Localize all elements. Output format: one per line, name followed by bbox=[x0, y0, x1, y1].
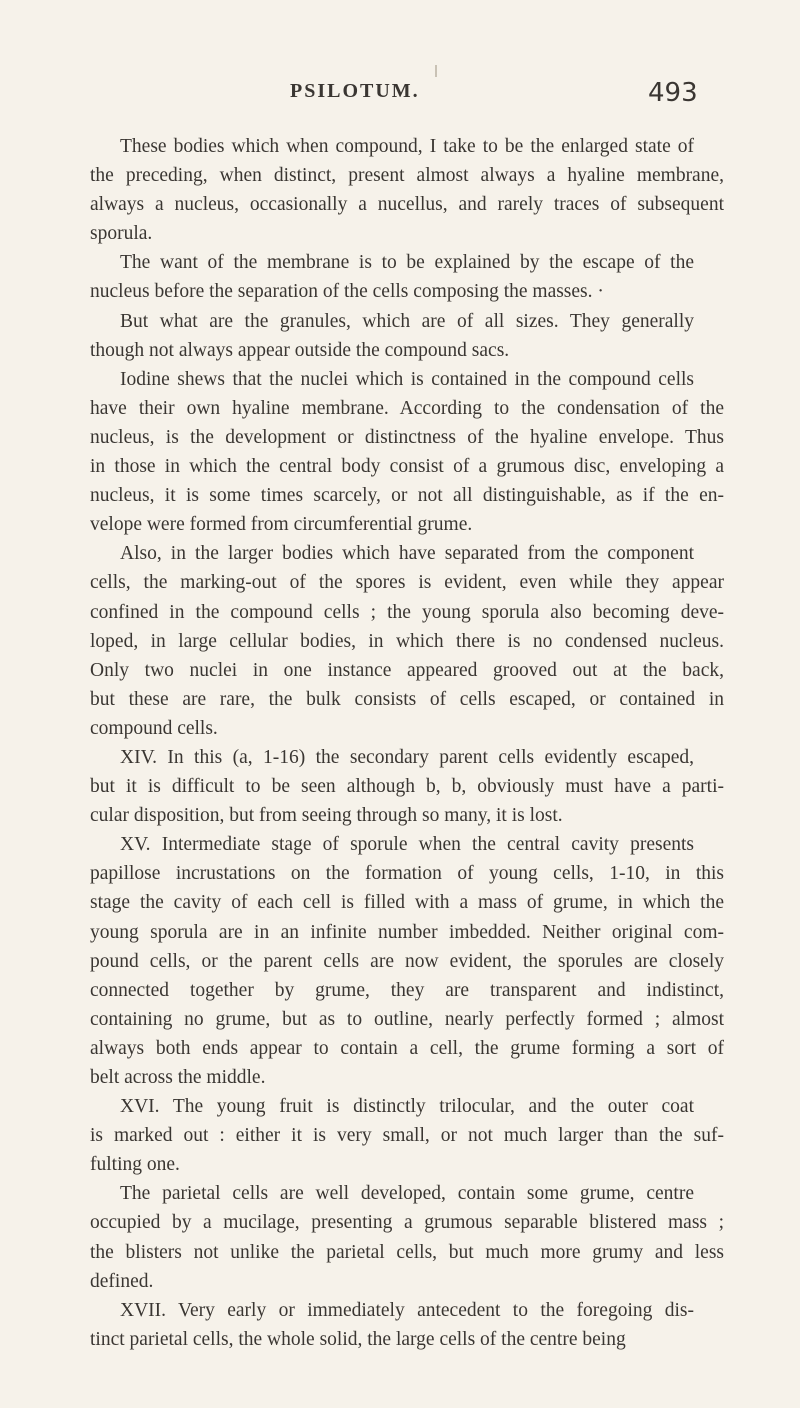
paragraph bbox=[90, 743, 724, 830]
text-line: stage the cavity of each cell is filled with a mass of grume, in which the bbox=[90, 892, 724, 914]
paragraph bbox=[90, 539, 724, 743]
text-line: but these are rare, the bulk consists of cells escaped, or contained in bbox=[90, 688, 724, 710]
text-line: cular disposition, but from seeing through so many, it is lost. bbox=[90, 805, 563, 827]
text-line: XV. Intermediate stage of sporule when the central cavity presents bbox=[120, 834, 694, 856]
text-line: fulting one. bbox=[90, 1154, 180, 1176]
body-text bbox=[90, 132, 724, 1354]
text-line: Also, in the larger bodies which have separated from the component bbox=[120, 543, 694, 565]
text-line: Iodine shews that the nuclei which is contained in the compound cells bbox=[120, 368, 694, 390]
text-line: nucleus before the separation of the cells composing the masses. · bbox=[90, 281, 604, 303]
text-line: XIV. In this (a, 1-16) the secondary parent cells evidently escaped, bbox=[120, 746, 694, 768]
paragraph bbox=[90, 830, 724, 1092]
print-mark bbox=[435, 65, 437, 77]
text-line: velope were formed from circumferential grume. bbox=[90, 514, 473, 536]
text-line: confined in the compound cells ; the young sporula also becoming deve- bbox=[90, 601, 724, 623]
paragraph bbox=[90, 307, 724, 365]
paragraph bbox=[90, 1092, 724, 1179]
text-line: cells, the marking-out of the spores is evident, even while they appear bbox=[90, 572, 724, 594]
text-line: Only two nuclei in one instance appeared grooved out at the back, bbox=[90, 659, 724, 681]
text-line: XVI. The young fruit is distinctly trilocular, and the outer coat bbox=[120, 1096, 694, 1118]
text-line: young sporula are in an infinite number imbedded. Neither original com- bbox=[90, 921, 724, 943]
paragraph bbox=[90, 1296, 724, 1354]
running-title: PSILOTUM. bbox=[290, 80, 420, 102]
text-line: papillose incrustations on the formation of young cells, 1-10, in this bbox=[90, 863, 724, 885]
text-line: always both ends appear to contain a cell, the grume forming a sort of bbox=[90, 1037, 724, 1059]
text-line: in those in which the central body consist of a grumous disc, enveloping a bbox=[90, 456, 724, 478]
text-line: though not always appear outside the compound sacs. bbox=[90, 339, 510, 361]
text-line: the preceding, when distinct, present almost always a hyaline membrane, bbox=[90, 165, 724, 187]
text-line: the blisters not unlike the parietal cells, but much more grumy and less bbox=[90, 1241, 724, 1263]
paragraph bbox=[90, 132, 724, 248]
text-line: These bodies which when compound, I take to be the enlarged state of bbox=[120, 136, 694, 157]
text-line: containing no grume, but as to outline, nearly perfectly formed ; almost bbox=[90, 1008, 724, 1030]
text-line: XVII. Very early or immediately antecedent to the foregoing dis- bbox=[120, 1299, 694, 1321]
text-line: nucleus, it is some times scarcely, or not all distinguishable, as if the en- bbox=[90, 485, 724, 507]
text-line: sporula. bbox=[90, 223, 153, 245]
paragraph bbox=[90, 1179, 724, 1295]
text-line: But what are the granules, which are of all sizes. They generally bbox=[120, 310, 694, 332]
text-line: is marked out : either it is very small, or not much larger than the suf- bbox=[90, 1125, 724, 1147]
paragraph bbox=[90, 365, 724, 540]
text-line: always a nucleus, occasionally a nucellus, and rarely traces of subsequent bbox=[90, 194, 724, 216]
text-line: have their own hyaline membrane. According to the condensation of the bbox=[90, 397, 724, 419]
text-line: pound cells, or the parent cells are now evident, the sporules are closely bbox=[90, 950, 724, 972]
running-head bbox=[0, 80, 800, 110]
page-number: 493 bbox=[648, 78, 698, 108]
text-line: loped, in large cellular bodies, in which there is no condensed nucleus. bbox=[90, 630, 724, 652]
text-line: tinct parietal cells, the whole solid, the large cells of the centre being bbox=[90, 1328, 626, 1350]
text-line: defined. bbox=[90, 1270, 154, 1292]
text-line: belt across the middle. bbox=[90, 1067, 266, 1088]
text-line: The want of the membrane is to be explained by the escape of the bbox=[120, 252, 694, 274]
text-line: nucleus, is the development or distinctness of the hyaline envelope. Thus bbox=[90, 426, 724, 448]
text-line: The parietal cells are well developed, contain some grume, centre bbox=[120, 1183, 694, 1205]
paragraph bbox=[90, 248, 724, 306]
text-line: but it is difficult to be seen although b, b, obviously must have a parti- bbox=[90, 776, 724, 798]
text-line: compound cells. bbox=[90, 717, 218, 739]
text-line: connected together by grume, they are transparent and indistinct, bbox=[90, 979, 724, 1001]
text-line: occupied by a mucilage, presenting a grumous separable blistered mass ; bbox=[90, 1212, 724, 1234]
